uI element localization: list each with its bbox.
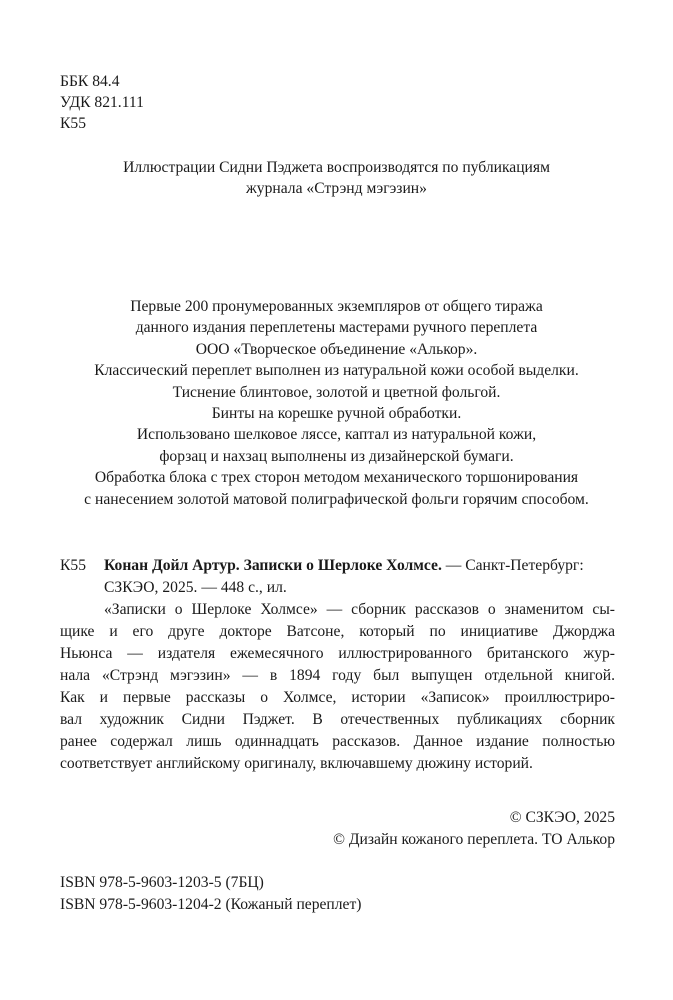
illustrations-note <box>0 157 673 199</box>
colophon-line: Обработка блока с трех сторон методом механического торшонирования <box>94 469 579 487</box>
colophon-line: Первые 200 пронумерованных экземпляров от общего тиража <box>130 298 543 315</box>
isbn-leather: ISBN 978-5-9603-1204-2 (Кожаный переплет) <box>60 896 362 913</box>
bibliographic-heading <box>60 555 615 577</box>
isbn-block <box>60 872 361 916</box>
bibliographic-record <box>60 555 615 775</box>
annotation-line: «Записки о Шерлоке Холмсе» — сборник рассказов о знаменитом сы- <box>104 601 615 618</box>
copyright-block <box>333 807 615 851</box>
bibliographic-code: К55 <box>60 557 86 574</box>
illustrations-note-line: Иллюстрации Сидни Пэджета воспроизводятся по публикациям <box>123 159 550 176</box>
author-mark: К55 <box>60 115 86 132</box>
annotation-line: Ньюнса — издателя ежемесячного иллюстрированного британского жур- <box>60 645 615 662</box>
colophon-line: Тиснение блинтовое, золотой и цветной фольгой. <box>172 383 501 401</box>
publication-place: — Санкт-Петербург: <box>441 557 584 574</box>
colophon-line: форзац и нахзац выполнены из дизайнерской бумаги. <box>159 447 514 465</box>
author-title: Конан Дойл Артур. Записки о Шерлоке Холмсе. <box>104 557 442 574</box>
colophon-line: с нанесением золотой матовой полиграфической фольги горячим способом. <box>84 490 589 508</box>
bbk-code: ББК 84.4 <box>60 73 120 90</box>
colophon-line: ООО «Творческое объединение «Алькор». <box>195 340 478 358</box>
classification-block <box>60 71 144 134</box>
annotation-line: нала «Стрэнд мэгэзин» — в 1894 году был выпущен отдельной книгой. <box>60 667 615 684</box>
binding-design-copyright: © Дизайн кожаного переплета. ТО Алькор <box>333 831 615 848</box>
udk-code: УДК 821.111 <box>60 94 144 111</box>
annotation-line: щике и его друге докторе Ватсоне, который по инициативе Джорджа <box>60 623 615 640</box>
binding-colophon <box>0 296 673 510</box>
annotation <box>60 599 615 775</box>
annotation-line: вал художник Сидни Пэджет. В отечественных публикациях сборник <box>60 711 615 728</box>
colophon-line: данного издания переплетены мастерами ручного переплета <box>135 319 538 337</box>
colophon-line: Классический переплет выполнен из натуральной кожи особой выделки. <box>94 362 579 380</box>
isbn-standard: ISBN 978-5-9603-1203-5 (7БЦ) <box>60 874 264 891</box>
colophon-line: Использовано шелковое ляссе, каптал из натуральной кожи, <box>136 426 537 444</box>
publisher-copyright: © СЗКЭО, 2025 <box>509 809 615 826</box>
colophon-line: Бинты на корешке ручной обработки. <box>211 404 462 422</box>
illustrations-note-line: журнала «Стрэнд мэгэзин» <box>246 180 427 197</box>
publication-details: СЗКЭО, 2025. — 448 с., ил. <box>104 579 287 596</box>
annotation-line: Как и первые рассказы о Холмсе, истории «Записок» проиллюстриро- <box>60 689 615 706</box>
annotation-line: соответствует английскому оригиналу, включавшему дюжину историй. <box>60 755 533 772</box>
annotation-line: ранее содержал лишь одиннадцать рассказов. Данное издание полностью <box>60 733 615 750</box>
